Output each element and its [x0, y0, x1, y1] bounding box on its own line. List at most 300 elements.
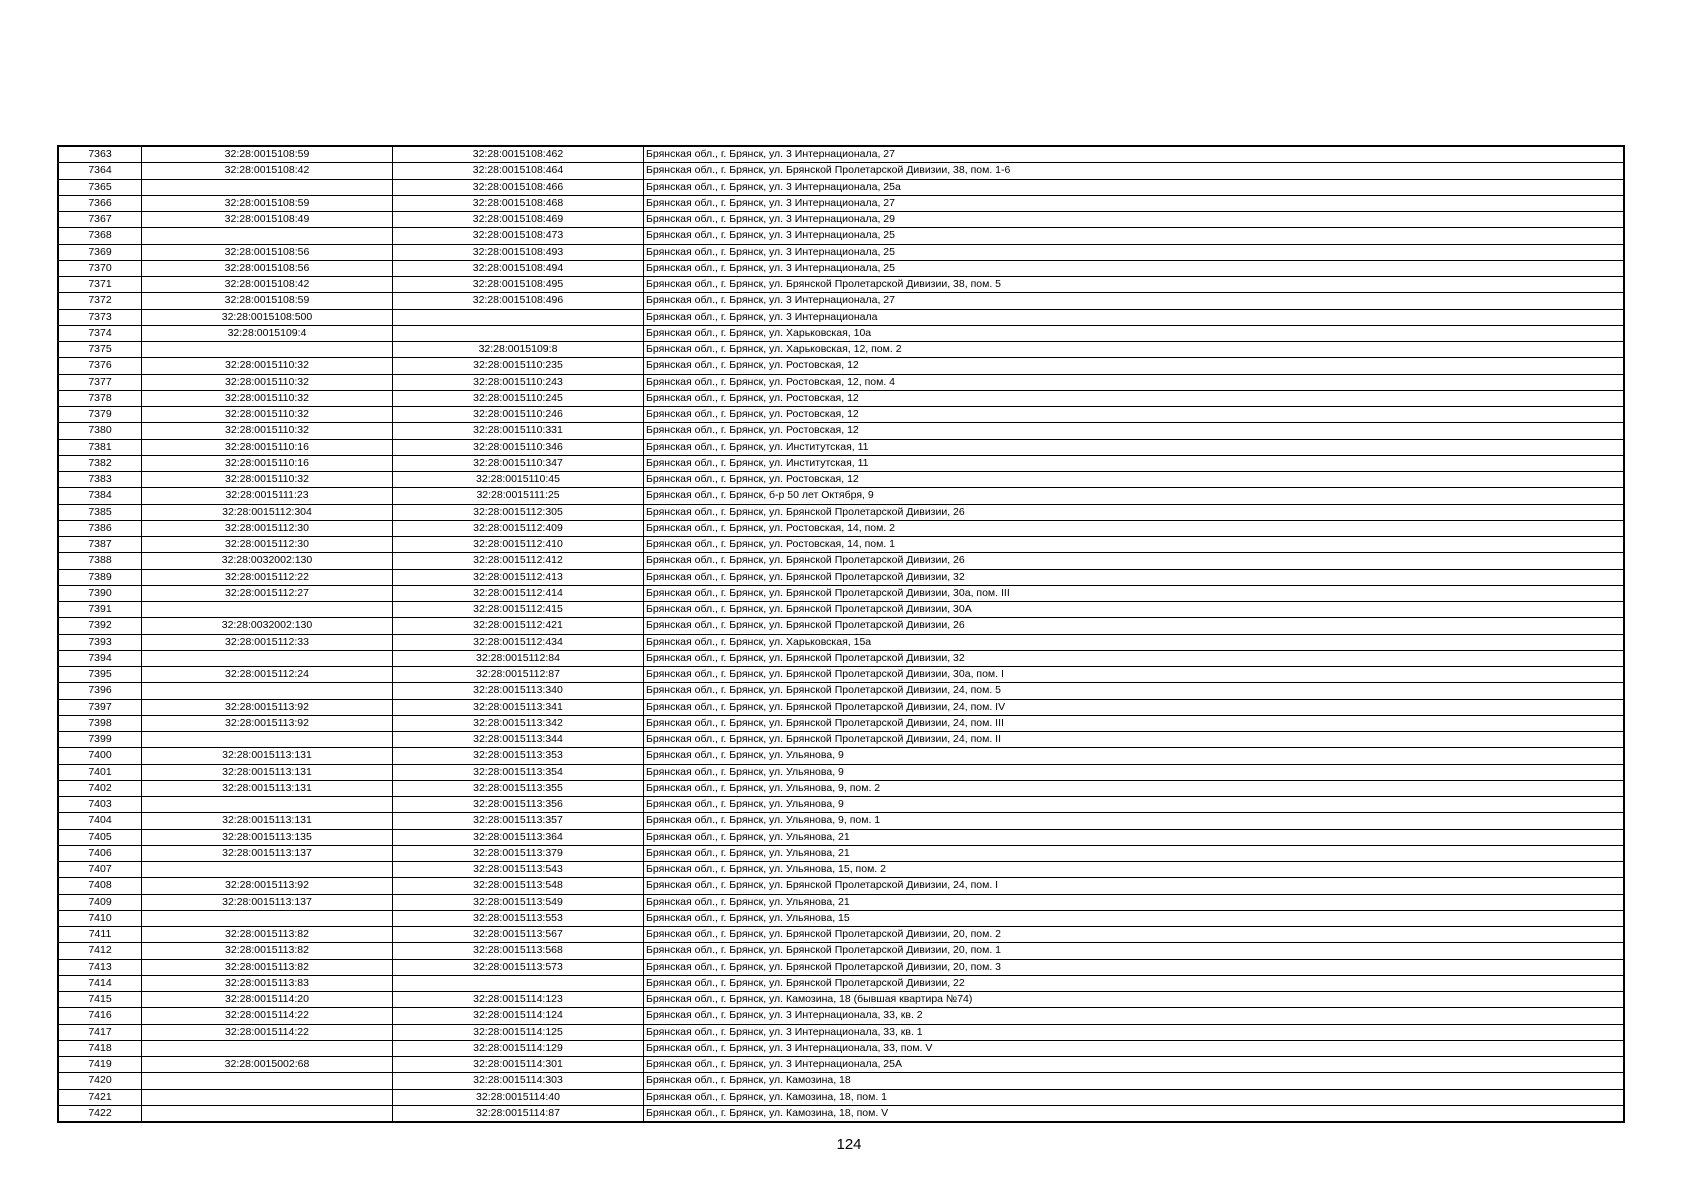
- table-row: [58, 1024, 1624, 1040]
- parcel-number-cell: 32:28:0015112:22: [142, 569, 393, 585]
- parcel-number-cell: 32:28:0015114:20: [142, 992, 393, 1008]
- row-number-cell: 7401: [58, 764, 142, 780]
- object-number-cell: 32:28:0015108:462: [393, 146, 644, 163]
- parcel-number-cell: 32:28:0015114:22: [142, 1008, 393, 1024]
- page-number: 124: [836, 1136, 862, 1153]
- row-number-cell: 7413: [58, 959, 142, 975]
- address-cell: Брянская обл., г. Брянск, ул. Брянской Пролетарской Дивизии, 32: [644, 650, 1625, 666]
- row-number-cell: 7378: [58, 390, 142, 406]
- address-cell: Брянская обл., г. Брянск, ул. 3 Интернационала, 25А: [644, 1057, 1625, 1073]
- object-number-cell: 32:28:0015113:355: [393, 780, 644, 796]
- object-number-cell: 32:28:0015113:353: [393, 748, 644, 764]
- row-number-cell: 7374: [58, 325, 142, 341]
- object-number-cell: 32:28:0015114:87: [393, 1105, 644, 1122]
- address-cell: Брянская обл., г. Брянск, ул. Брянской Пролетарской Дивизии, 24, пом. 5: [644, 683, 1625, 699]
- parcel-number-cell: 32:28:0015108:49: [142, 212, 393, 228]
- row-number-cell: 7418: [58, 1040, 142, 1056]
- table-row: [58, 260, 1624, 276]
- address-cell: Брянская обл., г. Брянск, ул. Ростовская, 12: [644, 358, 1625, 374]
- address-cell: Брянская обл., г. Брянск, ул. Ростовская, 12: [644, 472, 1625, 488]
- object-number-cell: 32:28:0015108:493: [393, 244, 644, 260]
- parcel-number-cell: 32:28:0015110:32: [142, 358, 393, 374]
- parcel-number-cell: 32:28:0015108:59: [142, 146, 393, 163]
- row-number-cell: 7379: [58, 407, 142, 423]
- parcel-number-cell: 32:28:0015113:131: [142, 764, 393, 780]
- object-number-cell: 32:28:0015108:495: [393, 277, 644, 293]
- address-cell: Брянская обл., г. Брянск, ул. Ульянова, 21: [644, 845, 1625, 861]
- object-number-cell: 32:28:0015113:354: [393, 764, 644, 780]
- object-number-cell: 32:28:0015110:243: [393, 374, 644, 390]
- address-cell: Брянская обл., г. Брянск, ул. 3 Интернационала, 33, кв. 2: [644, 1008, 1625, 1024]
- table-row: [58, 212, 1624, 228]
- row-number-cell: 7406: [58, 845, 142, 861]
- table-row: [58, 1057, 1624, 1073]
- table-row: [58, 797, 1624, 813]
- object-number-cell: 32:28:0015113:364: [393, 829, 644, 845]
- row-number-cell: 7388: [58, 553, 142, 569]
- table-row: [58, 472, 1624, 488]
- object-number-cell: 32:28:0015114:129: [393, 1040, 644, 1056]
- table-row: [58, 992, 1624, 1008]
- table-row: [58, 683, 1624, 699]
- row-number-cell: 7371: [58, 277, 142, 293]
- object-number-cell: 32:28:0015113:379: [393, 845, 644, 861]
- parcel-number-cell: [142, 179, 393, 195]
- address-cell: Брянская обл., г. Брянск, ул. Институтская, 11: [644, 455, 1625, 471]
- object-number-cell: 32:28:0015110:235: [393, 358, 644, 374]
- row-number-cell: 7365: [58, 179, 142, 195]
- address-cell: Брянская обл., г. Брянск, ул. 3 Интернационала, 25: [644, 244, 1625, 260]
- table-row: [58, 975, 1624, 991]
- table-row: [58, 667, 1624, 683]
- table-row: [58, 195, 1624, 211]
- table-row: [58, 569, 1624, 585]
- row-number-cell: 7395: [58, 667, 142, 683]
- address-cell: Брянская обл., г. Брянск, ул. Институтская, 11: [644, 439, 1625, 455]
- address-cell: Брянская обл., г. Брянск, ул. 3 Интернационала: [644, 309, 1625, 325]
- parcel-number-cell: 32:28:0015110:16: [142, 439, 393, 455]
- row-number-cell: 7376: [58, 358, 142, 374]
- object-number-cell: 32:28:0015112:434: [393, 634, 644, 650]
- parcel-number-cell: 32:28:0015113:131: [142, 780, 393, 796]
- object-number-cell: 32:28:0015108:464: [393, 163, 644, 179]
- address-cell: Брянская обл., г. Брянск, ул. Харьковская, 12, пом. 2: [644, 342, 1625, 358]
- parcel-number-cell: 32:28:0015108:56: [142, 244, 393, 260]
- object-number-cell: 32:28:0015113:548: [393, 878, 644, 894]
- address-cell: Брянская обл., г. Брянск, ул. Камозина, 18 (бывшая квартира №74): [644, 992, 1625, 1008]
- parcel-number-cell: 32:28:0015113:131: [142, 813, 393, 829]
- row-number-cell: 7381: [58, 439, 142, 455]
- parcel-number-cell: 32:28:0015112:33: [142, 634, 393, 650]
- row-number-cell: 7404: [58, 813, 142, 829]
- parcel-number-cell: 32:28:0015113:92: [142, 878, 393, 894]
- address-cell: Брянская обл., г. Брянск, ул. Брянской Пролетарской Дивизии, 26: [644, 504, 1625, 520]
- parcel-number-cell: 32:28:0015112:304: [142, 504, 393, 520]
- table-row: [58, 748, 1624, 764]
- parcel-number-cell: [142, 1040, 393, 1056]
- parcel-number-cell: 32:28:0015109:4: [142, 325, 393, 341]
- row-number-cell: 7400: [58, 748, 142, 764]
- parcel-number-cell: 32:28:0015113:137: [142, 894, 393, 910]
- parcel-number-cell: 32:28:0015108:42: [142, 277, 393, 293]
- address-cell: Брянская обл., г. Брянск, ул. Брянской Пролетарской Дивизии, 24, пом. IV: [644, 699, 1625, 715]
- address-cell: Брянская обл., г. Брянск, ул. Брянской Пролетарской Дивизии, 20, пом. 3: [644, 959, 1625, 975]
- object-number-cell: 32:28:0015114:40: [393, 1089, 644, 1105]
- parcel-number-cell: 32:28:0015113:131: [142, 748, 393, 764]
- table-row: [58, 878, 1624, 894]
- object-number-cell: 32:28:0015112:415: [393, 602, 644, 618]
- parcel-number-cell: 32:28:0015110:32: [142, 374, 393, 390]
- row-number-cell: 7399: [58, 732, 142, 748]
- address-cell: Брянская обл., г. Брянск, ул. Брянской Пролетарской Дивизии, 30а, пом. I: [644, 667, 1625, 683]
- parcel-number-cell: 32:28:0015111:23: [142, 488, 393, 504]
- table-row: [58, 1008, 1624, 1024]
- table-row: [58, 488, 1624, 504]
- table-row: [58, 780, 1624, 796]
- table-row: [58, 455, 1624, 471]
- object-number-cell: 32:28:0015113:344: [393, 732, 644, 748]
- table-row: [58, 439, 1624, 455]
- row-number-cell: 7391: [58, 602, 142, 618]
- address-cell: Брянская обл., г. Брянск, ул. Ростовская, 14, пом. 1: [644, 537, 1625, 553]
- address-cell: Брянская обл., г. Брянск, ул. 3 Интернационала, 27: [644, 293, 1625, 309]
- object-number-cell: 32:28:0015114:125: [393, 1024, 644, 1040]
- object-number-cell: 32:28:0015108:466: [393, 179, 644, 195]
- address-cell: Брянская обл., г. Брянск, ул. Брянской Пролетарской Дивизии, 26: [644, 618, 1625, 634]
- row-number-cell: 7408: [58, 878, 142, 894]
- address-cell: Брянская обл., г. Брянск, ул. Ростовская, 12: [644, 390, 1625, 406]
- table-row: [58, 1073, 1624, 1089]
- object-number-cell: [393, 325, 644, 341]
- object-number-cell: 32:28:0015113:568: [393, 943, 644, 959]
- address-cell: Брянская обл., г. Брянск, ул. Ульянова, 9: [644, 797, 1625, 813]
- parcel-number-cell: 32:28:0015113:92: [142, 699, 393, 715]
- parcel-number-cell: 32:28:0015112:30: [142, 520, 393, 536]
- row-number-cell: 7386: [58, 520, 142, 536]
- row-number-cell: 7382: [58, 455, 142, 471]
- address-cell: Брянская обл., г. Брянск, ул. Брянской Пролетарской Дивизии, 30а, пом. III: [644, 585, 1625, 601]
- object-number-cell: [393, 309, 644, 325]
- table-row: [58, 407, 1624, 423]
- object-number-cell: 32:28:0015114:124: [393, 1008, 644, 1024]
- object-number-cell: 32:28:0015110:245: [393, 390, 644, 406]
- address-cell: Брянская обл., г. Брянск, ул. Брянской Пролетарской Дивизии, 24, пом. II: [644, 732, 1625, 748]
- address-cell: Брянская обл., г. Брянск, ул. Брянской Пролетарской Дивизии, 38, пом. 1-6: [644, 163, 1625, 179]
- row-number-cell: 7405: [58, 829, 142, 845]
- table-row: [58, 342, 1624, 358]
- object-number-cell: 32:28:0015110:331: [393, 423, 644, 439]
- row-number-cell: 7390: [58, 585, 142, 601]
- address-cell: Брянская обл., г. Брянск, ул. Харьковская, 10а: [644, 325, 1625, 341]
- table-row: [58, 244, 1624, 260]
- parcel-number-cell: 32:28:0015112:30: [142, 537, 393, 553]
- row-number-cell: 7409: [58, 894, 142, 910]
- table-row: [58, 358, 1624, 374]
- row-number-cell: 7417: [58, 1024, 142, 1040]
- parcel-number-cell: 32:28:0015110:32: [142, 390, 393, 406]
- parcel-number-cell: 32:28:0015108:59: [142, 195, 393, 211]
- table-row: [58, 520, 1624, 536]
- parcel-number-cell: 32:28:0032002:130: [142, 553, 393, 569]
- object-number-cell: 32:28:0015112:413: [393, 569, 644, 585]
- table-row: [58, 585, 1624, 601]
- object-number-cell: 32:28:0015113:356: [393, 797, 644, 813]
- table-row: [58, 699, 1624, 715]
- parcel-number-cell: 32:28:0015108:56: [142, 260, 393, 276]
- registry-table: [57, 145, 1625, 1123]
- address-cell: Брянская обл., г. Брянск, ул. 3 Интернационала, 29: [644, 212, 1625, 228]
- parcel-number-cell: 32:28:0015110:32: [142, 472, 393, 488]
- row-number-cell: 7368: [58, 228, 142, 244]
- parcel-number-cell: [142, 910, 393, 926]
- parcel-number-cell: 32:28:0015108:42: [142, 163, 393, 179]
- object-number-cell: 32:28:0015111:25: [393, 488, 644, 504]
- object-number-cell: 32:28:0015108:473: [393, 228, 644, 244]
- object-number-cell: 32:28:0015113:573: [393, 959, 644, 975]
- parcel-number-cell: 32:28:0015113:137: [142, 845, 393, 861]
- object-number-cell: 32:28:0015113:549: [393, 894, 644, 910]
- address-cell: Брянская обл., г. Брянск, ул. 3 Интернационала, 27: [644, 195, 1625, 211]
- address-cell: Брянская обл., г. Брянск, ул. 3 Интернационала, 25: [644, 228, 1625, 244]
- address-cell: Брянская обл., г. Брянск, б-р 50 лет Октября, 9: [644, 488, 1625, 504]
- row-number-cell: 7393: [58, 634, 142, 650]
- address-cell: Брянская обл., г. Брянск, ул. Брянской Пролетарской Дивизии, 26: [644, 553, 1625, 569]
- table-row: [58, 764, 1624, 780]
- parcel-number-cell: 32:28:0015113:82: [142, 927, 393, 943]
- table-row: [58, 390, 1624, 406]
- row-number-cell: 7394: [58, 650, 142, 666]
- address-cell: Брянская обл., г. Брянск, ул. Ульянова, 21: [644, 829, 1625, 845]
- row-number-cell: 7364: [58, 163, 142, 179]
- object-number-cell: 32:28:0015114:123: [393, 992, 644, 1008]
- table-row: [58, 163, 1624, 179]
- row-number-cell: 7380: [58, 423, 142, 439]
- object-number-cell: [393, 975, 644, 991]
- object-number-cell: 32:28:0015113:567: [393, 927, 644, 943]
- table-row: [58, 325, 1624, 341]
- address-cell: Брянская обл., г. Брянск, ул. Брянской Пролетарской Дивизии, 38, пом. 5: [644, 277, 1625, 293]
- row-number-cell: 7387: [58, 537, 142, 553]
- parcel-number-cell: [142, 602, 393, 618]
- table-row: [58, 277, 1624, 293]
- table-row: [58, 910, 1624, 926]
- parcel-number-cell: [142, 862, 393, 878]
- table-row: [58, 1089, 1624, 1105]
- parcel-number-cell: 32:28:0015108:500: [142, 309, 393, 325]
- table-row: [58, 374, 1624, 390]
- table-row: [58, 732, 1624, 748]
- table-row: [58, 650, 1624, 666]
- parcel-number-cell: 32:28:0015113:82: [142, 943, 393, 959]
- object-number-cell: 32:28:0015113:553: [393, 910, 644, 926]
- parcel-number-cell: [142, 732, 393, 748]
- address-cell: Брянская обл., г. Брянск, ул. Ульянова, 21: [644, 894, 1625, 910]
- row-number-cell: 7366: [58, 195, 142, 211]
- object-number-cell: 32:28:0015110:45: [393, 472, 644, 488]
- row-number-cell: 7396: [58, 683, 142, 699]
- table-row: [58, 504, 1624, 520]
- object-number-cell: 32:28:0015112:412: [393, 553, 644, 569]
- table-row: [58, 862, 1624, 878]
- address-cell: Брянская обл., г. Брянск, ул. Камозина, 18, пом. 1: [644, 1089, 1625, 1105]
- row-number-cell: 7370: [58, 260, 142, 276]
- object-number-cell: 32:28:0015114:303: [393, 1073, 644, 1089]
- object-number-cell: 32:28:0015112:87: [393, 667, 644, 683]
- row-number-cell: 7363: [58, 146, 142, 163]
- table-row: [58, 829, 1624, 845]
- row-number-cell: 7372: [58, 293, 142, 309]
- table-row: [58, 553, 1624, 569]
- table-row: [58, 618, 1624, 634]
- row-number-cell: 7410: [58, 910, 142, 926]
- table-row: [58, 179, 1624, 195]
- row-number-cell: 7398: [58, 715, 142, 731]
- object-number-cell: 32:28:0015110:246: [393, 407, 644, 423]
- address-cell: Брянская обл., г. Брянск, ул. Харьковская, 15а: [644, 634, 1625, 650]
- address-cell: Брянская обл., г. Брянск, ул. Ростовская, 12: [644, 423, 1625, 439]
- object-number-cell: 32:28:0015113:357: [393, 813, 644, 829]
- table-row: [58, 634, 1624, 650]
- table-row: [58, 1040, 1624, 1056]
- object-number-cell: 32:28:0015108:496: [393, 293, 644, 309]
- object-number-cell: 32:28:0015112:421: [393, 618, 644, 634]
- row-number-cell: 7415: [58, 992, 142, 1008]
- parcel-number-cell: [142, 650, 393, 666]
- row-number-cell: 7420: [58, 1073, 142, 1089]
- address-cell: Брянская обл., г. Брянск, ул. Брянской Пролетарской Дивизии, 32: [644, 569, 1625, 585]
- address-cell: Брянская обл., г. Брянск, ул. 3 Интернационала, 25: [644, 260, 1625, 276]
- address-cell: Брянская обл., г. Брянск, ул. Ростовская, 14, пом. 2: [644, 520, 1625, 536]
- row-number-cell: 7411: [58, 927, 142, 943]
- row-number-cell: 7389: [58, 569, 142, 585]
- address-cell: Брянская обл., г. Брянск, ул. Брянской Пролетарской Дивизии, 24, пом. I: [644, 878, 1625, 894]
- parcel-number-cell: [142, 683, 393, 699]
- table-row: [58, 894, 1624, 910]
- table-row: [58, 813, 1624, 829]
- address-cell: Брянская обл., г. Брянск, ул. Ульянова, 9, пом. 1: [644, 813, 1625, 829]
- row-number-cell: 7414: [58, 975, 142, 991]
- object-number-cell: 32:28:0015112:410: [393, 537, 644, 553]
- address-cell: Брянская обл., г. Брянск, ул. Ростовская, 12, пом. 4: [644, 374, 1625, 390]
- object-number-cell: 32:28:0015108:494: [393, 260, 644, 276]
- parcel-number-cell: 32:28:0015002:68: [142, 1057, 393, 1073]
- row-number-cell: 7407: [58, 862, 142, 878]
- row-number-cell: 7402: [58, 780, 142, 796]
- object-number-cell: 32:28:0015112:84: [393, 650, 644, 666]
- parcel-number-cell: 32:28:0015113:82: [142, 959, 393, 975]
- object-number-cell: 32:28:0015108:469: [393, 212, 644, 228]
- object-number-cell: 32:28:0015110:346: [393, 439, 644, 455]
- table-row: [58, 146, 1624, 163]
- row-number-cell: 7377: [58, 374, 142, 390]
- address-cell: Брянская обл., г. Брянск, ул. Брянской Пролетарской Дивизии, 24, пом. III: [644, 715, 1625, 731]
- row-number-cell: 7421: [58, 1089, 142, 1105]
- address-cell: Брянская обл., г. Брянск, ул. Брянской Пролетарской Дивизии, 20, пом. 1: [644, 943, 1625, 959]
- row-number-cell: 7369: [58, 244, 142, 260]
- address-cell: Брянская обл., г. Брянск, ул. Ульянова, 9, пом. 2: [644, 780, 1625, 796]
- address-cell: Брянская обл., г. Брянск, ул. Ульянова, 15, пом. 2: [644, 862, 1625, 878]
- parcel-number-cell: [142, 1073, 393, 1089]
- address-cell: Брянская обл., г. Брянск, ул. Брянской Пролетарской Дивизии, 22: [644, 975, 1625, 991]
- parcel-number-cell: 32:28:0015112:24: [142, 667, 393, 683]
- parcel-number-cell: [142, 1089, 393, 1105]
- row-number-cell: 7412: [58, 943, 142, 959]
- parcel-number-cell: 32:28:0015112:27: [142, 585, 393, 601]
- row-number-cell: 7392: [58, 618, 142, 634]
- address-cell: Брянская обл., г. Брянск, ул. Ульянова, 15: [644, 910, 1625, 926]
- object-number-cell: 32:28:0015113:341: [393, 699, 644, 715]
- parcel-number-cell: 32:28:0015113:92: [142, 715, 393, 731]
- object-number-cell: 32:28:0015114:301: [393, 1057, 644, 1073]
- table-row: [58, 715, 1624, 731]
- row-number-cell: 7383: [58, 472, 142, 488]
- parcel-number-cell: 32:28:0015110:16: [142, 455, 393, 471]
- parcel-number-cell: 32:28:0015113:135: [142, 829, 393, 845]
- row-number-cell: 7384: [58, 488, 142, 504]
- parcel-number-cell: 32:28:0015108:59: [142, 293, 393, 309]
- table-row: [58, 309, 1624, 325]
- row-number-cell: 7367: [58, 212, 142, 228]
- table-row: [58, 423, 1624, 439]
- row-number-cell: 7385: [58, 504, 142, 520]
- parcel-number-cell: [142, 797, 393, 813]
- address-cell: Брянская обл., г. Брянск, ул. Ростовская, 12: [644, 407, 1625, 423]
- address-cell: Брянская обл., г. Брянск, ул. Брянской Пролетарской Дивизии, 30А: [644, 602, 1625, 618]
- parcel-number-cell: 32:28:0015110:32: [142, 423, 393, 439]
- object-number-cell: 32:28:0015113:543: [393, 862, 644, 878]
- address-cell: Брянская обл., г. Брянск, ул. Камозина, 18: [644, 1073, 1625, 1089]
- table-row: [58, 1105, 1624, 1122]
- parcel-number-cell: 32:28:0032002:130: [142, 618, 393, 634]
- parcel-number-cell: [142, 228, 393, 244]
- object-number-cell: 32:28:0015109:8: [393, 342, 644, 358]
- address-cell: Брянская обл., г. Брянск, ул. Камозина, 18, пом. V: [644, 1105, 1625, 1122]
- address-cell: Брянская обл., г. Брянск, ул. 3 Интернационала, 25а: [644, 179, 1625, 195]
- table-row: [58, 845, 1624, 861]
- address-cell: Брянская обл., г. Брянск, ул. 3 Интернационала, 33, кв. 1: [644, 1024, 1625, 1040]
- table-row: [58, 943, 1624, 959]
- object-number-cell: 32:28:0015112:409: [393, 520, 644, 536]
- parcel-number-cell: 32:28:0015110:32: [142, 407, 393, 423]
- address-cell: Брянская обл., г. Брянск, ул. Ульянова, 9: [644, 764, 1625, 780]
- table-row: [58, 959, 1624, 975]
- row-number-cell: 7403: [58, 797, 142, 813]
- object-number-cell: 32:28:0015108:468: [393, 195, 644, 211]
- object-number-cell: 32:28:0015113:342: [393, 715, 644, 731]
- row-number-cell: 7373: [58, 309, 142, 325]
- address-cell: Брянская обл., г. Брянск, ул. 3 Интернационала, 27: [644, 146, 1625, 163]
- table-row: [58, 293, 1624, 309]
- table-row: [58, 927, 1624, 943]
- parcel-number-cell: 32:28:0015114:22: [142, 1024, 393, 1040]
- parcel-number-cell: [142, 342, 393, 358]
- parcel-number-cell: 32:28:0015113:83: [142, 975, 393, 991]
- registry-table-body: [58, 146, 1624, 1122]
- table-row: [58, 537, 1624, 553]
- row-number-cell: 7422: [58, 1105, 142, 1122]
- object-number-cell: 32:28:0015112:414: [393, 585, 644, 601]
- table-row: [58, 228, 1624, 244]
- table-row: [58, 602, 1624, 618]
- object-number-cell: 32:28:0015110:347: [393, 455, 644, 471]
- row-number-cell: 7419: [58, 1057, 142, 1073]
- address-cell: Брянская обл., г. Брянск, ул. 3 Интернационала, 33, пом. V: [644, 1040, 1625, 1056]
- address-cell: Брянская обл., г. Брянск, ул. Ульянова, 9: [644, 748, 1625, 764]
- row-number-cell: 7397: [58, 699, 142, 715]
- row-number-cell: 7416: [58, 1008, 142, 1024]
- object-number-cell: 32:28:0015112:305: [393, 504, 644, 520]
- parcel-number-cell: [142, 1105, 393, 1122]
